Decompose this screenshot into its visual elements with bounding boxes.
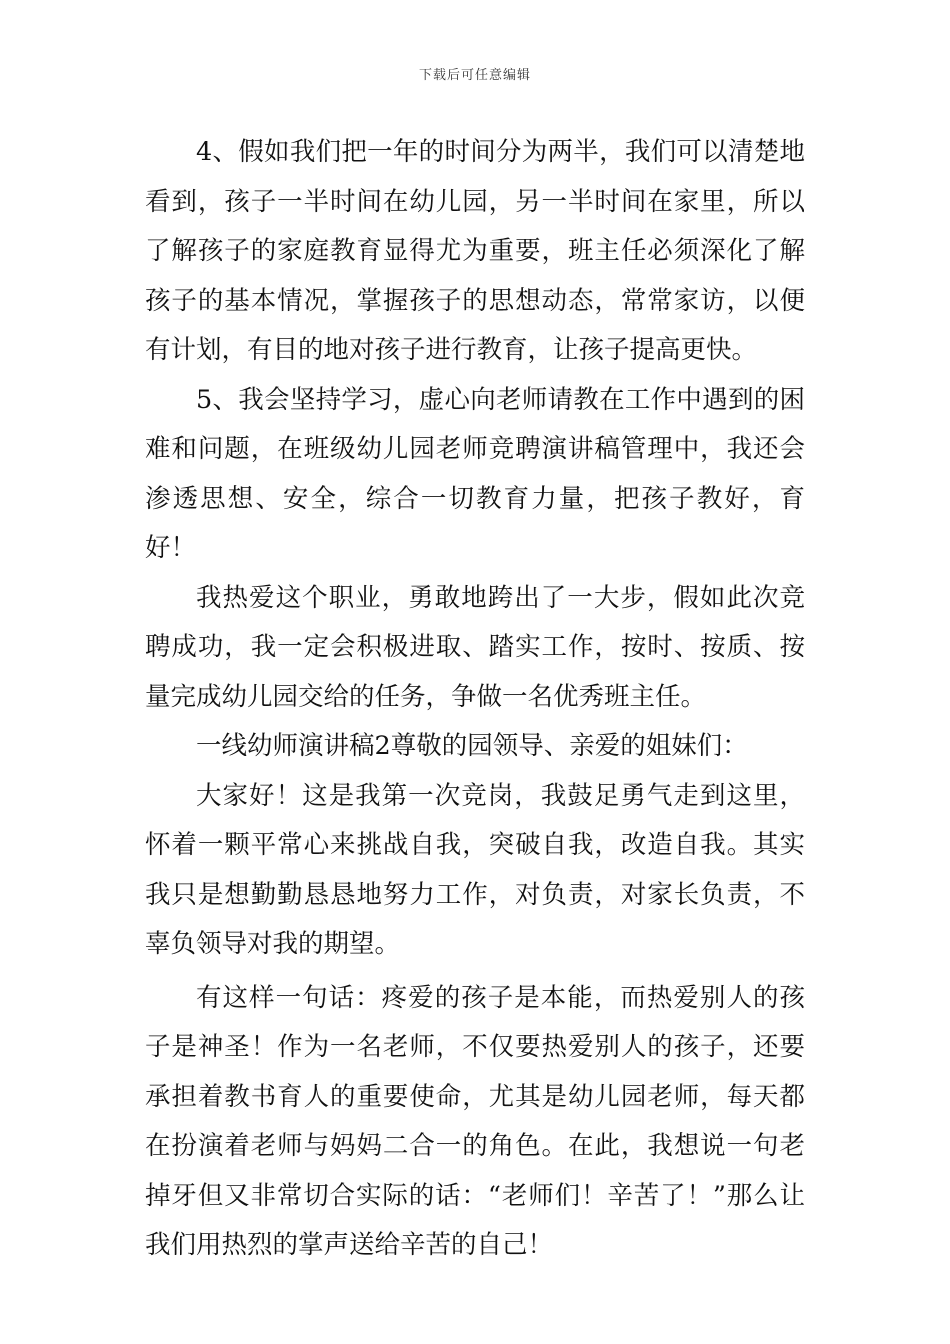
paragraph-speech-2-title: 一线幼师演讲稿2尊敬的园领导、亲爱的姐妹们： xyxy=(196,731,748,761)
header-note: 下载后可任意编辑 xyxy=(418,68,531,83)
paragraph-greeting: 大家好！这是我第一次竞岗，我鼓足勇气走到这里，怀着一颗平常心来挑战自我，突破自我，改造自我。其实我只是想勤勤恳恳地努力工作，对负责，对家长负责，不辜负领导对我的期望。 xyxy=(145,780,805,959)
paragraph-item-5: 5、我会坚持学习，虚心向老师请教在工作中遇到的困难和问题，在班级幼儿园老师竞聘演讲稿管理中，我还会渗透思想、安全，综合一切教育力量，把孩子教好，育好！ xyxy=(145,384,805,563)
paragraph-item-4: 4、假如我们把一年的时间分为两半，我们可以清楚地看到，孩子一半时间在幼儿园，另一半时间在家里，所以了解孩子的家庭教育显得尤为重要，班主任必须深化了解孩子的基本情况，掌握孩子的思想动态，常常家访，以便有计划，有目的地对孩子进行教育，让孩子提高更快。 xyxy=(145,137,805,365)
document-body xyxy=(145,128,805,1271)
paragraph-quote: 有这样一句话：疼爱的孩子是本能，而热爱别人的孩子是神圣！作为一名老师，不仅要热爱别人的孩子，还要承担着教书育人的重要使命，尤其是幼儿园老师，每天都在扮演着老师与妈妈二合一的角色。在此，我想说一句老掉牙但又非常切合实际的话：“老师们！辛苦了！”那么让我们用热烈的掌声送给辛苦的自己！ xyxy=(145,982,805,1260)
paragraph-closing: 我热爱这个职业，勇敢地跨出了一大步，假如此次竞聘成功，我一定会积极进取、踏实工作，按时、按质、按量完成幼儿园交给的任务，争做一名优秀班主任。 xyxy=(145,582,805,712)
